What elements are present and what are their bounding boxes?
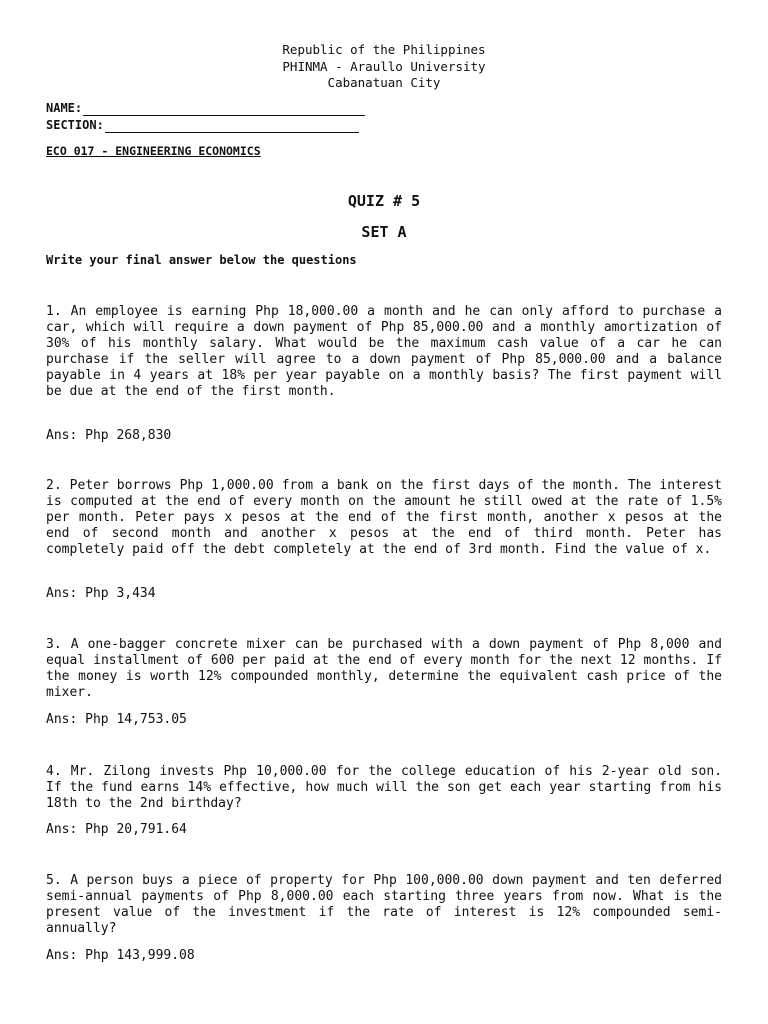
question-2: 2. Peter borrows Php 1,000.00 from a bank on the first days of the month. The interest is computed at the end of every month on the amount he still owed at the rate of 1.5% per month. Peter pays x pesos at the end of the first month, another x pesos at the end of second month and another x pesos at the end of third month. Peter has completely paid off the debt completely at the end of 3rd month. Find the value of x. (46, 478, 722, 558)
question-3: 3. A one-bagger concrete mixer can be purchased with a down payment of Php 8,000 and equal installment of 600 per paid at the end of every month for the next 12 months. If the money is worth 12% compounded monthly, determine the equivalent cash price of the mixer. (46, 637, 722, 701)
quiz-set: SET A (361, 223, 407, 241)
answer-4: Ans: Php 20,791.64 (46, 822, 187, 837)
answer-2: Ans: Php 3,434 (46, 586, 156, 601)
question-5: 5. A person buys a piece of property for Php 100,000.00 down payment and ten deferred semi-annual payments of Php 8,000.00 each starting three years from now. What is the present value of the investment if the rate of interest is 12% compounded semi-annually? (46, 873, 722, 937)
section-field (46, 117, 359, 133)
section-blank-line (105, 118, 359, 133)
instructions: Write your final answer below the questions (46, 253, 357, 267)
document-header (0, 42, 768, 92)
question-1: 1. An employee is earning Php 18,000.00 a month and he can only afford to purchase a car, which will require a down payment of Php 85,000.00 and a monthly amortization of 30% of his monthly salary. What would be the maximum cash value of a car he can purchase if the seller will agree to a down payment of Php 85,000.00 and a balance payable in 4 years at 18% per year payable on a monthly basis? The first payment will be due at the end of the first month. (46, 304, 722, 400)
answer-5: Ans: Php 143,999.08 (46, 948, 195, 963)
answer-1: Ans: Php 268,830 (46, 428, 172, 443)
header-city: Cabanatuan City (327, 75, 441, 90)
course-title: ECO 017 - ENGINEERING ECONOMICS (46, 144, 261, 158)
header-country: Republic of the Philippines (282, 42, 486, 57)
section-label: SECTION: (46, 118, 104, 132)
name-field (46, 100, 365, 116)
name-blank-line (83, 101, 365, 116)
question-4: 4. Mr. Zilong invests Php 10,000.00 for the college education of his 2-year old son. If the fund earns 14% effective, how much will the son get each year starting from his 18th to the 2nd birthday? (46, 764, 722, 812)
answer-3: Ans: Php 14,753.05 (46, 712, 187, 727)
quiz-title: QUIZ # 5 (347, 192, 421, 210)
header-university: PHINMA - Araullo University (282, 58, 486, 74)
name-label: NAME: (46, 101, 83, 115)
